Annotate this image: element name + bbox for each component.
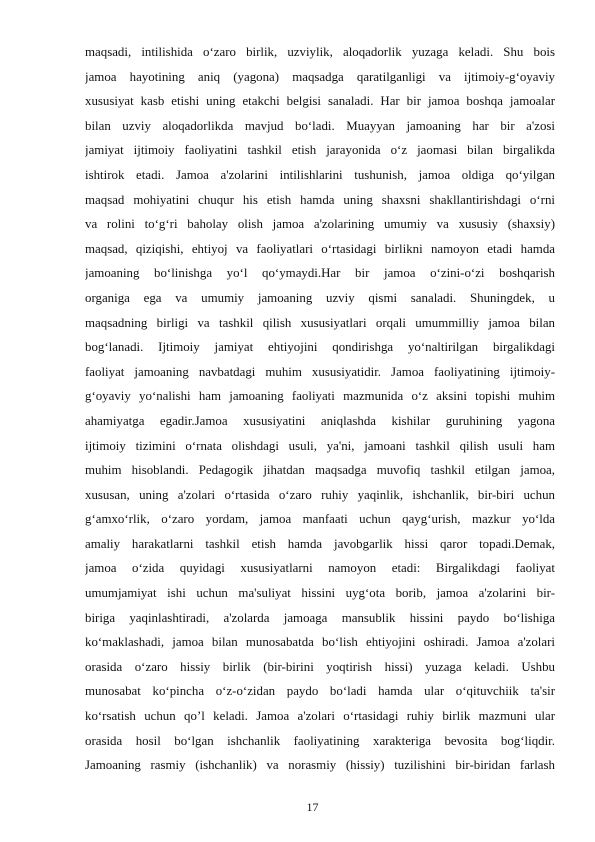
- text-line: ahamiyatga egadir.Jamoa xususiyatini aniqlashda kishilar guruhining yagona: [85, 413, 555, 428]
- text-line: g‘amxo‘rlik, o‘zaro yordam, jamoa manfaati uchun qayg‘urish, mazkur yo‘lda: [85, 512, 555, 527]
- text-line: xususan, uning a'zolari o‘rtasida o‘zaro ruhiy yaqinlik, ishchanlik, bir-biri uchun: [85, 487, 555, 502]
- text-line: organiga ega va umumiy jamoaning uzviy qismi sanaladi. Shuningdek, u: [85, 290, 555, 305]
- text-line: jamoa o‘zida quyidagi xususiyatlarni namoyon etadi: Birgalikdagi faoliyat: [85, 561, 555, 576]
- page-number: 17: [306, 800, 319, 814]
- text-line: maqsadning birligi va tashkil qilish xususiyatlari orqali umummilliy jamoa bilan: [85, 315, 555, 330]
- text-line: maqsadi, intilishida o‘zaro birlik, uzviylik, aloqadorlik yuzaga keladi. Shu bois: [85, 45, 555, 59]
- text-line: maqsad, qiziqishi, ehtiyoj va faoliyatlari o‘rtasidagi birlikni namoyon etadi hamda: [85, 241, 555, 256]
- text-line: muhim hisoblandi. Pedagogik jihatdan maqsadga muvofiq tashkil etilgan jamoa,: [85, 463, 555, 478]
- text-line: munosabat ko‘pincha o‘z-o‘zidan paydo bo‘ladi hamda ular o‘qituvchiik ta'sir: [85, 684, 555, 699]
- text-line: Jamoaning rasmiy (ishchanlik) va norasmiy (hissiy) tuzilishini bir-biridan farlash: [85, 758, 555, 773]
- text-line: g‘oyaviy yo‘nalishi ham jamoaning faoliyati mazmunida o‘z aksini topishi muhim: [85, 389, 555, 404]
- text-line: ishtirok etadi. Jamoa a'zolarini intilishlarini tushunish, jamoa oldiga qo‘yilgan: [85, 167, 555, 182]
- text-line: biriga yaqinlashtiradi, a'zolarda jamoaga mansublik hissini paydo bo‘lishiga: [85, 610, 555, 625]
- text-line: bilan uzviy aloqadorlikda mavjud bo‘ladi. Muayyan jamoaning har bir a'zosi: [85, 118, 555, 133]
- text-line: ko‘maklashadi, jamoa bilan munosabatda bo‘lish ehtiyojini oshiradi. Jamoa a'zolari: [85, 635, 555, 650]
- text-line: umumjamiyat ishi uchun ma'suliyat hissini uyg‘ota borib, jamoa a'zolarini bir-: [85, 586, 555, 601]
- text-line: va rolini to‘g‘ri baholay olish jamoa a'zolarining umumiy va xususiy (shaxsiy): [85, 217, 555, 232]
- text-line: jamoa hayotining aniq (yagona) maqsadga qaratilganligi va ijtimoiy-g‘oyaviy: [85, 69, 555, 84]
- text-line: amaliy harakatlarni tashkil etish hamda javobgarlik hissi qaror topadi.Demak,: [85, 536, 555, 551]
- text-line: jamiyat ijtimoiy faoliyatini tashkil etish jarayonida o‘z jaomasi bilan birgalikda: [85, 143, 555, 158]
- text-line: maqsad mohiyatini chuqur his etish hamda uning shaxsni shakllantirishdagi o‘rni: [85, 192, 555, 207]
- text-line: bog‘lanadi. Ijtimoiy jamiyat ehtiyojini qondirishga yo‘naltirilgan birgalikdagi: [85, 340, 555, 355]
- text-line: xususiyat kasb etishi uning etakchi belgisi sanaladi. Har bir jamoa boshqa jamoalar: [85, 94, 555, 109]
- text-line: orasida hosil bo‘lgan ishchanlik faoliyatining xarakteriga bevosita bog‘liqdir.: [85, 733, 555, 748]
- text-line: faoliyat jamoaning navbatdagi muhim xususiyatidir. Jamoa faoliyatining ijtimoiy-: [85, 364, 555, 379]
- text-line: ko‘rsatish uchun qo’l keladi. Jamoa a'zolari o‘rtasidagi ruhiy birlik mazmuni ular: [85, 709, 555, 724]
- body-paragraph: [85, 40, 555, 778]
- text-line: jamoaning bo‘linishga yo‘l qo‘ymaydi.Har bir jamoa o‘zini-o‘zi boshqarish: [85, 266, 555, 281]
- text-line: ijtimoiy tizimini o‘rnata olishdagi usuli, ya'ni, jamoani tashkil qilish usuli ham: [85, 438, 555, 453]
- text-line: orasida o‘zaro hissiy birlik (bir-birini yoqtirish hissi) yuzaga keladi. Ushbu: [85, 659, 555, 674]
